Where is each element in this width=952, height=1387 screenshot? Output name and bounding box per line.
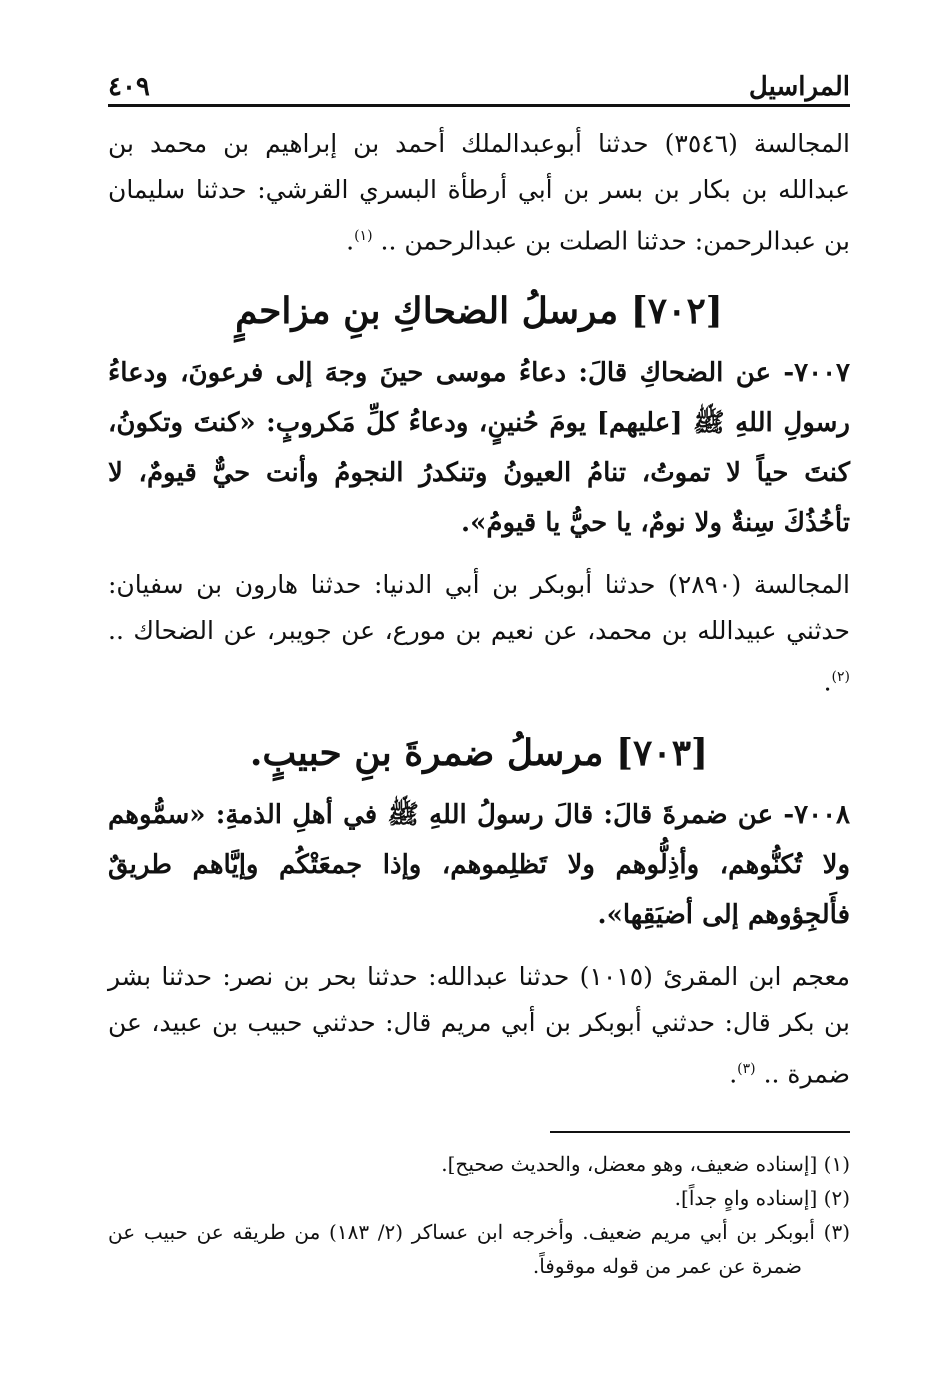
source-citation-2 xyxy=(108,562,850,705)
footnote-ref-2: (٢) xyxy=(831,669,850,686)
footnote-divider xyxy=(550,1131,850,1133)
footnote-3: (٣) أبوبكر بن أبي مريم ضعيف. وأخرجه ابن عساكر (٢/ ١٨٣) من طريقه عن حبيب عن ضمرة عن عمر من قوله موقوفاً. xyxy=(108,1219,850,1278)
source-text: المجالسة (٣٥٤٦) حدثنا أبوعبدالملك أحمد بن إبراهيم بن محمد بن عبدالله بن بكار بن بسر بن أبي أرطأة البسري القرشي: حدثنا سليمان بن عبدالرحمن: حدثنا الصلت بن عبدالرحمن .. xyxy=(108,129,851,256)
page-number: ٤٠٩ xyxy=(108,72,150,102)
source-text: معجم ابن المقرئ (١٠١٥) حدثنا عبدالله: حدثنا بحر بن نصر: حدثنا بشر بن بكر قال: حدثني أبوبكر بن أبي مريم قال: حدثني حبيب بن عبيد، عن ضمرة .. xyxy=(108,961,851,1088)
footnote-1: (١) [إسناده ضعيف، وهو معضل، والحديث صحيح]. xyxy=(441,1151,850,1176)
source-end: . xyxy=(346,226,355,256)
book-page xyxy=(108,64,850,1283)
footnote-ref-1: (١) xyxy=(354,228,373,244)
source-citation-3 xyxy=(108,954,850,1097)
hadith-7007: ٧٠٠٧- عن الضحاكِ قالَ: دعاءُ موسى حينَ وجهَ إلى فرعونَ، ودعاءُ رسولِ اللهِ ﷺ [عليهم] يومَ حُنينٍ، ودعاءُ كلِّ مَكروبٍ: «كنتَ وتكونُ، كنتَ حياً لا تموتُ، تنامُ العيونُ وتنكدرُ النجومُ وأنت حيٌّ قيومٌ، لا تأخُذُكَ سِنةٌ ولا نومٌ، يا حيُّ يا قيومُ». xyxy=(108,358,850,539)
section-title-703: [٧٠٣] مرسلُ ضمرةَ بنِ حبيبٍ. xyxy=(249,731,709,774)
hadith-7008: ٧٠٠٨- عن ضمرةَ قالَ: قالَ رسولُ اللهِ ﷺ في أهلِ الذمةِ: «سمُّوهم ولا تُكنُّوهم، وأذِلُّوهم ولا تَظلِموهم، وإذا جمعَتْكُم وإيَّاهم طريقٌ فأَلجِؤوهم إلى أضيَقِها». xyxy=(108,799,850,930)
page-header xyxy=(108,64,850,107)
source-text: المجالسة (٢٨٩٠) حدثنا أبوبكر بن أبي الدنيا: حدثنا هارون بن سفيان: حدثني عبيدالله بن محمد، عن نعيم بن مورع، عن جويبر، عن الضحاك .. xyxy=(108,570,850,646)
section-title-702: [٧٠٢] مرسلُ الضحاكِ بنِ مزاحمٍ xyxy=(235,290,723,333)
source-end: . xyxy=(823,667,832,697)
footnote-2: (٢) [إسناده واهٍ جداً]. xyxy=(674,1185,850,1210)
running-title: المراسيل xyxy=(748,72,850,102)
footnote-ref-3: (٣) xyxy=(737,1060,756,1077)
source-end: . xyxy=(729,1058,738,1088)
source-citation-1 xyxy=(108,121,850,264)
